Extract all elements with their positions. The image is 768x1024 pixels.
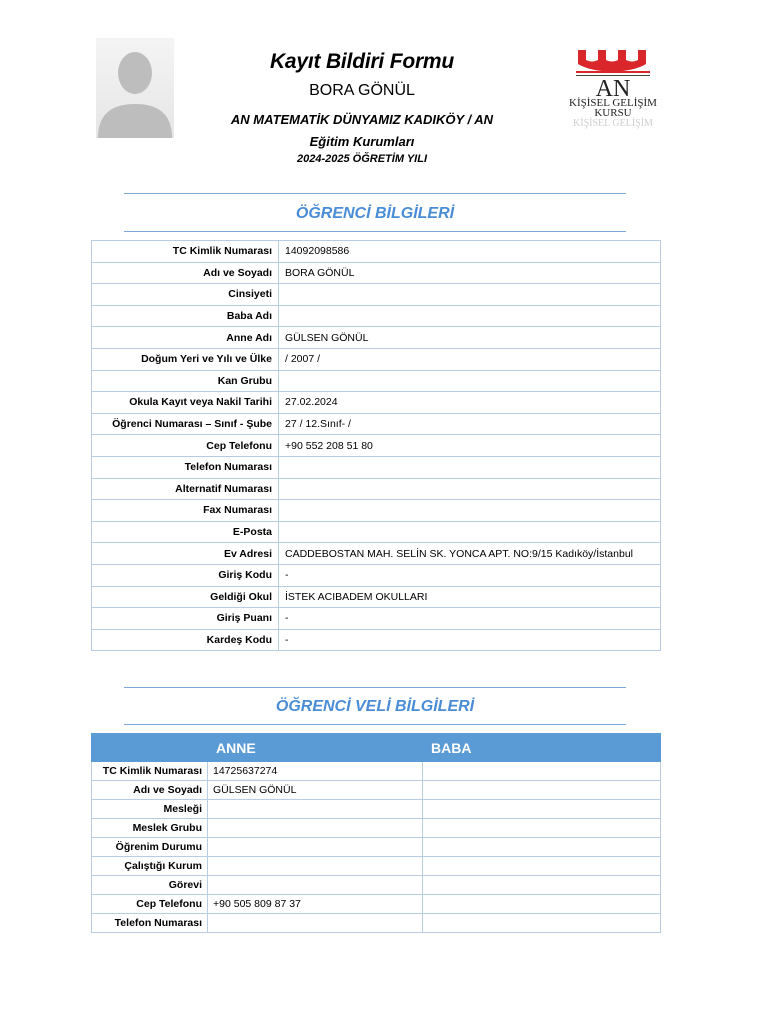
cell-anne: +90 505 809 87 37 (208, 895, 423, 914)
table-row (92, 241, 661, 263)
svg-text:KİŞİSEL GELİŞİM: KİŞİSEL GELİŞİM (573, 118, 653, 129)
row-label: Giriş Kodu (92, 564, 279, 586)
row-label: Görevi (92, 876, 208, 895)
header-blank-cell (92, 734, 208, 762)
section-divider (124, 724, 626, 725)
table-row (92, 629, 661, 651)
row-value: - (279, 608, 661, 630)
table-row (92, 456, 661, 478)
section-divider (124, 687, 626, 688)
row-label: Öğrenci Numarası – Sınıf - Şube (92, 413, 279, 435)
cell-baba (423, 838, 661, 857)
row-value (279, 478, 661, 500)
row-value (279, 284, 661, 306)
column-header-baba: BABA (423, 734, 661, 762)
row-label: Çalıştığı Kurum (92, 857, 208, 876)
table-row (92, 327, 661, 349)
cell-anne: GÜLSEN GÖNÜL (208, 781, 423, 800)
table-row (92, 478, 661, 500)
cell-baba (423, 762, 661, 781)
row-label: Adı ve Soyadı (92, 781, 208, 800)
table-row (92, 857, 661, 876)
row-value (279, 305, 661, 327)
school-subtitle: Eğitim Kurumları (309, 134, 415, 149)
cell-baba (423, 876, 661, 895)
table-row (92, 392, 661, 414)
logo-letters: AN (595, 76, 631, 102)
header-student-name: BORA GÖNÜL (309, 82, 415, 99)
row-label: Geldiği Okul (92, 586, 279, 608)
table-row (92, 284, 661, 306)
person-silhouette-icon (96, 38, 174, 138)
table-row (92, 586, 661, 608)
row-label: Ev Adresi (92, 543, 279, 565)
cell-anne (208, 914, 423, 933)
student-section-title: ÖĞRENCİ BİLGİLERİ (295, 205, 455, 222)
logo-line1: KİŞİSEL GELİŞİM (569, 97, 657, 109)
row-label: TC Kimlik Numarası (92, 762, 208, 781)
table-row (92, 800, 661, 819)
student-info-table (91, 240, 661, 651)
row-label: Okula Kayıt veya Nakil Tarihi (92, 392, 279, 414)
parent-table-header (92, 734, 661, 762)
table-row (92, 914, 661, 933)
table-row (92, 521, 661, 543)
table-row (92, 262, 661, 284)
row-value: 27 / 12.Sınıf- / (279, 413, 661, 435)
row-label: Cep Telefonu (92, 895, 208, 914)
row-label: Adı ve Soyadı (92, 262, 279, 284)
row-label: Telefon Numarası (92, 914, 208, 933)
student-photo-placeholder (96, 38, 174, 138)
column-header-anne: ANNE (208, 734, 423, 762)
academic-year: 2024-2025 ÖĞRETİM YILI (296, 153, 428, 165)
row-label: Alternatif Numarası (92, 478, 279, 500)
table-row (92, 762, 661, 781)
table-row (92, 608, 661, 630)
row-value (279, 456, 661, 478)
row-label: Meslek Grubu (92, 819, 208, 838)
cell-anne (208, 857, 423, 876)
cell-baba (423, 819, 661, 838)
row-label: Anne Adı (92, 327, 279, 349)
school-name: AN MATEMATİK DÜNYAMIZ KADIKÖY / AN (230, 112, 494, 127)
table-row (92, 819, 661, 838)
table-row (92, 348, 661, 370)
cell-anne (208, 800, 423, 819)
table-row (92, 564, 661, 586)
row-value (279, 521, 661, 543)
row-value: GÜLSEN GÖNÜL (279, 327, 661, 349)
institution-logo (530, 44, 694, 132)
row-value: CADDEBOSTAN MAH. SELİN SK. YONCA APT. NO:9/15 Kadıköy/İstanbul (279, 543, 661, 565)
parent-info-table (91, 733, 661, 933)
table-row (92, 305, 661, 327)
row-value: BORA GÖNÜL (279, 262, 661, 284)
row-label: Kan Grubu (92, 370, 279, 392)
row-value (279, 370, 661, 392)
table-row (92, 413, 661, 435)
row-value: - (279, 629, 661, 651)
table-row (92, 895, 661, 914)
row-label: Öğrenim Durumu (92, 838, 208, 857)
cell-anne (208, 819, 423, 838)
logo-line2: KURSU (594, 107, 632, 119)
cell-baba (423, 857, 661, 876)
row-label: Cep Telefonu (92, 435, 279, 457)
cell-anne: 14725637274 (208, 762, 423, 781)
section-divider (124, 193, 626, 194)
row-label: E-Posta (92, 521, 279, 543)
cell-anne (208, 838, 423, 857)
row-value (279, 500, 661, 522)
table-row (92, 500, 661, 522)
row-value: / 2007 / (279, 348, 661, 370)
table-row (92, 838, 661, 857)
row-label: Fax Numarası (92, 500, 279, 522)
table-row (92, 781, 661, 800)
table-row (92, 543, 661, 565)
form-title: Kayıt Bildiri Formu (269, 50, 455, 73)
cell-baba (423, 781, 661, 800)
section-divider (124, 231, 626, 232)
row-value: 14092098586 (279, 241, 661, 263)
row-value: İSTEK ACIBADEM OKULLARI (279, 586, 661, 608)
row-value: +90 552 208 51 80 (279, 435, 661, 457)
row-label: Giriş Puanı (92, 608, 279, 630)
row-label: Doğum Yeri ve Yılı ve Ülke (92, 348, 279, 370)
row-label: Cinsiyeti (92, 284, 279, 306)
row-value: - (279, 564, 661, 586)
cell-baba (423, 895, 661, 914)
row-label: Mesleği (92, 800, 208, 819)
row-label: Kardeş Kodu (92, 629, 279, 651)
cell-baba (423, 800, 661, 819)
table-row (92, 370, 661, 392)
table-row (92, 876, 661, 895)
row-label: Telefon Numarası (92, 456, 279, 478)
parent-section-title: ÖĞRENCİ VELİ BİLGİLERİ (275, 698, 475, 715)
row-label: Baba Adı (92, 305, 279, 327)
table-row (92, 435, 661, 457)
row-value: 27.02.2024 (279, 392, 661, 414)
row-label: TC Kimlik Numarası (92, 241, 279, 263)
cell-anne (208, 876, 423, 895)
cell-baba (423, 914, 661, 933)
